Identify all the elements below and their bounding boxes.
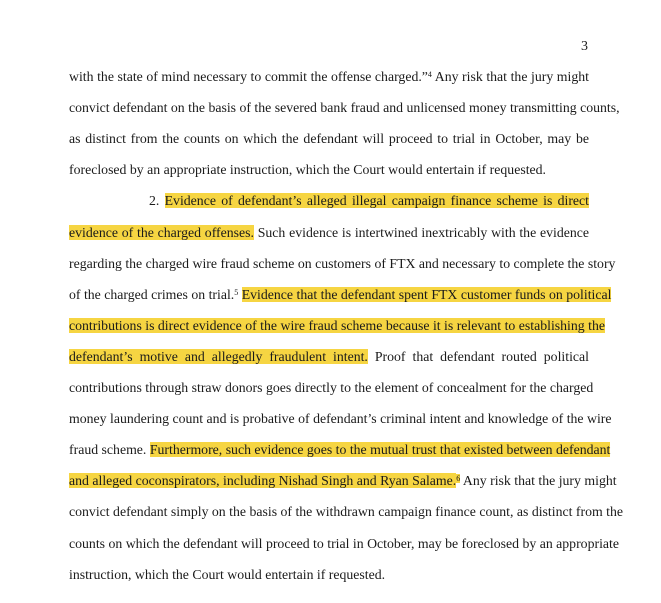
highlighted-text: Evidence that the defendant spent FTX customer funds on political [241, 287, 612, 302]
text-segment: Any risk that the jury might [431, 69, 589, 84]
text-line [69, 99, 620, 117]
text-segment: regarding the charged wire fraud scheme on customers of FTX and necessary to complete the story [69, 256, 616, 271]
text-segment: of the charged crimes on trial. [69, 287, 235, 302]
text-segment: with the state of mind necessary to commit the offense charged.” [69, 69, 428, 84]
text-line [69, 255, 616, 273]
text-line [69, 224, 589, 242]
text-line [69, 379, 594, 397]
text-line [69, 472, 617, 490]
text-line [69, 317, 605, 335]
text-segment: fraud scheme. [69, 442, 150, 457]
text-line [69, 441, 611, 459]
footnote-marker: 5 [234, 288, 239, 297]
text-line [69, 130, 589, 148]
highlighted-text: evidence of the charged offenses. [69, 225, 254, 240]
text-segment: foreclosed by an appropriate instruction, which the Court would entertain if requested. [69, 162, 546, 177]
text-segment: contributions through straw donors goes directly to the element of concealment for the charged [69, 380, 594, 395]
text-line [69, 410, 612, 428]
text-segment: Proof that defendant routed political [367, 349, 589, 364]
text-segment: Any risk that the jury might [460, 473, 617, 488]
page-number: 3 [581, 39, 588, 54]
highlighted-text: Evidence of defendant’s alleged illegal campaign finance scheme is direct [164, 193, 589, 208]
text-line [69, 566, 589, 584]
text-segment: money laundering count and is probative of defendant’s criminal intent and knowledge of the wire [69, 411, 612, 426]
text-segment: Such evidence is intertwined inextricably with the evidence [253, 225, 589, 240]
text-segment: instruction, which the Court would entertain if requested. [69, 567, 386, 582]
footnote-marker: 6 [456, 474, 461, 483]
footnote-marker: 4 [427, 70, 432, 79]
text-line [69, 286, 612, 304]
text-line [69, 68, 589, 86]
text-segment: 2. [149, 193, 165, 208]
text-line [149, 192, 589, 210]
text-segment: convict defendant simply on the basis of the withdrawn campaign finance count, as distinct from the [69, 504, 624, 519]
text-line [69, 348, 589, 366]
text-line [69, 503, 624, 521]
text-segment: as distinct from the counts on which the defendant will proceed to trial in October, may be [69, 131, 589, 146]
text-segment: counts on which the defendant will proceed to trial in October, may be foreclosed by an appropriate [69, 536, 619, 551]
text-line [69, 161, 589, 179]
text-segment: convict defendant on the basis of the severed bank fraud and unlicensed money transmitting counts, [69, 100, 620, 115]
highlighted-text: defendant’s motive and allegedly fraudulent intent. [69, 349, 368, 364]
highlighted-text: Furthermore, such evidence goes to the mutual trust that existed between defendant [149, 442, 611, 457]
highlighted-text: and alleged coconspirators, including Nishad Singh and Ryan Salame. [69, 473, 457, 488]
highlighted-text: contributions is direct evidence of the wire fraud scheme because it is relevant to establishing the [69, 318, 605, 333]
text-line [69, 535, 619, 553]
